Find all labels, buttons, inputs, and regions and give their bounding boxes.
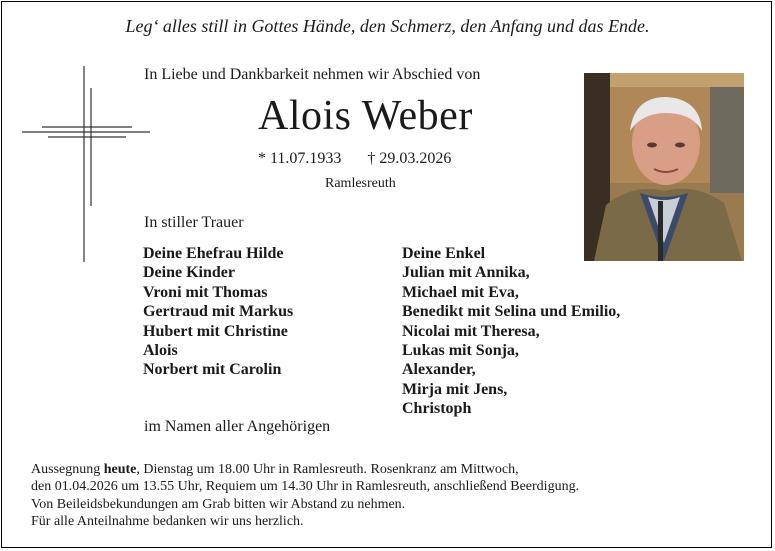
list-item: Gertraud mit Markus: [143, 303, 294, 321]
list-item: Mirja mit Jens,: [402, 380, 508, 398]
on-behalf-line: im Namen aller Angehörigen: [144, 418, 331, 435]
list-item: Christoph: [402, 400, 472, 418]
list-item: Deine Enkel: [402, 245, 486, 262]
cross-icon: [22, 66, 150, 262]
notice-text: , Dienstag um 18.00 Uhr in Ramlesreuth. Rosenkranz am Mittwoch,: [136, 462, 519, 477]
notice-line-4: Für alle Anteilnahme bedanken wir uns herzlich.: [31, 514, 304, 530]
mourning-heading: In stiller Trauer: [144, 214, 244, 231]
mourners-grandchildren-list: [402, 244, 620, 419]
death-date: † 29.03.2026: [367, 150, 452, 167]
list-item: Lukas mit Sonja,: [402, 342, 519, 360]
list-item: Deine Ehefrau Hilde: [143, 245, 284, 262]
list-item: Hubert mit Christine: [143, 322, 288, 340]
list-item: Vroni mit Thomas: [143, 283, 268, 301]
list-item: Julian mit Annika,: [402, 264, 530, 282]
birth-date: * 11.07.1933: [258, 150, 342, 167]
list-item: Alexander,: [402, 361, 476, 379]
funeral-notice: [31, 461, 579, 531]
motto-verse: Leg‘ alles still in Gottes Hände, den Schmerz, den Anfang und das Ende.: [125, 16, 650, 36]
farewell-intro: In Liebe und Dankbarkeit nehmen wir Abschied von: [144, 66, 481, 83]
portrait-photo: [584, 73, 744, 261]
deceased-name: Alois Weber: [258, 93, 473, 139]
list-item: Norbert mit Carolin: [143, 361, 282, 379]
list-item: Benedikt mit Selina und Emilio,: [402, 303, 621, 321]
notice-line-3: Von Beileidsbekundungen am Grab bitten wir Abstand zu nehmen.: [31, 496, 406, 512]
life-dates: [258, 150, 451, 168]
notice-line-2: den 01.04.2026 um 13.55 Uhr, Requiem um 14.30 Uhr in Ramlesreuth, anschließend Beerdigung.: [31, 479, 580, 495]
hometown: Ramlesreuth: [325, 176, 396, 191]
mourners-family-list: [143, 244, 293, 380]
notice-text: Aussegnung: [31, 462, 104, 477]
list-item: Michael mit Eva,: [402, 283, 519, 301]
notice-line-1: [31, 461, 579, 478]
notice-highlight: heute: [103, 462, 137, 477]
list-item: Alois: [143, 342, 178, 360]
list-item: Nicolai mit Theresa,: [402, 322, 540, 340]
list-item: Deine Kinder: [143, 264, 235, 282]
